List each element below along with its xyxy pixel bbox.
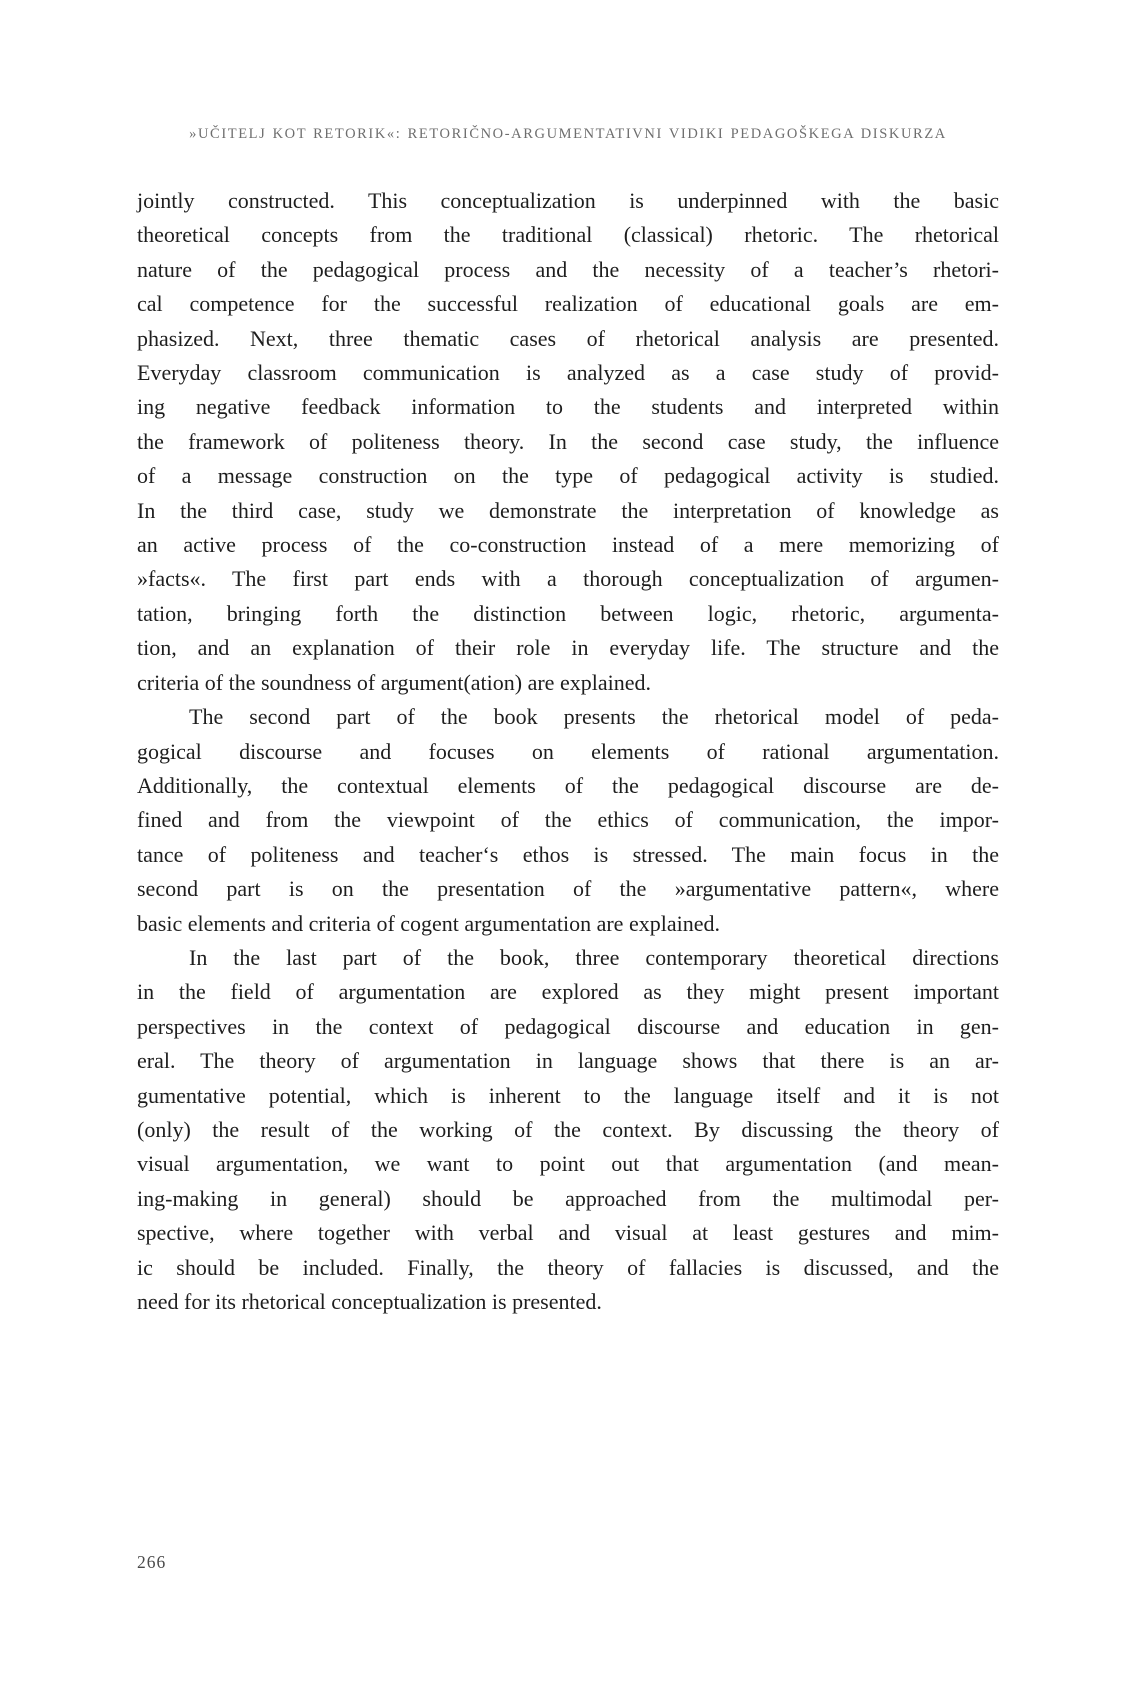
text-line: phasized. Next, three thematic cases of rhetorical analysis are presented.	[137, 325, 999, 351]
text-line: (only) the result of the working of the context. By discussing the theory of	[137, 1116, 999, 1142]
text-line: tance of politeness and teacher‘s ethos is stressed. The main focus in the	[137, 841, 999, 867]
text-line: fined and from the viewpoint of the ethics of communication, the impor-	[137, 807, 999, 833]
text-line: tion, and an explanation of their role in everyday life. The structure and the	[137, 635, 999, 661]
text-line: The second part of the book presents the rhetorical model of peda-	[189, 704, 999, 730]
text-line: theoretical concepts from the traditional (classical) rhetoric. The rhetorical	[137, 222, 999, 248]
text-line: Additionally, the contextual elements of the pedagogical discourse are de-	[137, 772, 999, 798]
text-line: gumentative potential, which is inherent to the language itself and it is not	[137, 1082, 999, 1108]
text-line: nature of the pedagogical process and the necessity of a teacher’s rhetori-	[137, 256, 999, 282]
running-header: »UČITELJ KOT RETORIK«: RETORIČNO-ARGUMENTATIVNI VIDIKI PEDAGOŠKEGA DISKURZA	[189, 126, 947, 142]
paragraph	[137, 941, 999, 1319]
text-line: in the field of argumentation are explored as they might present important	[137, 979, 999, 1005]
text-line: gogical discourse and focuses on elements of rational argumentation.	[137, 738, 999, 764]
text-line: eral. The theory of argumentation in language shows that there is an ar-	[137, 1048, 999, 1074]
text-line: tation, bringing forth the distinction between logic, rhetoric, argumenta-	[137, 600, 999, 626]
paragraph	[137, 700, 999, 941]
text-line: second part is on the presentation of the »argumentative pattern«, where	[137, 876, 999, 902]
text-line: ing negative feedback information to the students and interpreted within	[137, 394, 999, 420]
paragraph	[137, 184, 999, 700]
text-line: an active process of the co-construction instead of a mere memorizing of	[137, 532, 999, 558]
text-line: need for its rhetorical conceptualization is presented.	[137, 1289, 602, 1314]
body-text	[137, 184, 999, 1319]
text-line: visual argumentation, we want to point out that argumentation (and mean-	[137, 1151, 999, 1177]
text-line: of a message construction on the type of pedagogical activity is studied.	[137, 463, 999, 489]
text-line: basic elements and criteria of cogent argumentation are explained.	[137, 910, 720, 936]
text-line: ic should be included. Finally, the theory of fallacies is discussed, and the	[137, 1254, 999, 1280]
text-line: Everyday classroom communication is analyzed as a case study of provid-	[137, 360, 999, 386]
text-line: cal competence for the successful realization of educational goals are em-	[137, 291, 999, 317]
text-line: jointly constructed. This conceptualization is underpinned with the basic	[137, 188, 999, 213]
text-line: spective, where together with verbal and visual at least gestures and mim-	[137, 1220, 999, 1246]
text-line: »facts«. The first part ends with a thorough conceptualization of argumen-	[137, 566, 999, 592]
page-number: 266	[137, 1552, 167, 1572]
text-line: criteria of the soundness of argument(ation) are explained.	[137, 669, 651, 695]
text-line: perspectives in the context of pedagogical discourse and education in gen-	[137, 1013, 999, 1039]
text-line: the framework of politeness theory. In the second case study, the influence	[137, 428, 999, 454]
text-line: In the last part of the book, three contemporary theoretical directions	[189, 944, 999, 970]
text-line: ing-making in general) should be approached from the multimodal per-	[137, 1185, 999, 1211]
text-line: In the third case, study we demonstrate the interpretation of knowledge as	[137, 497, 999, 523]
